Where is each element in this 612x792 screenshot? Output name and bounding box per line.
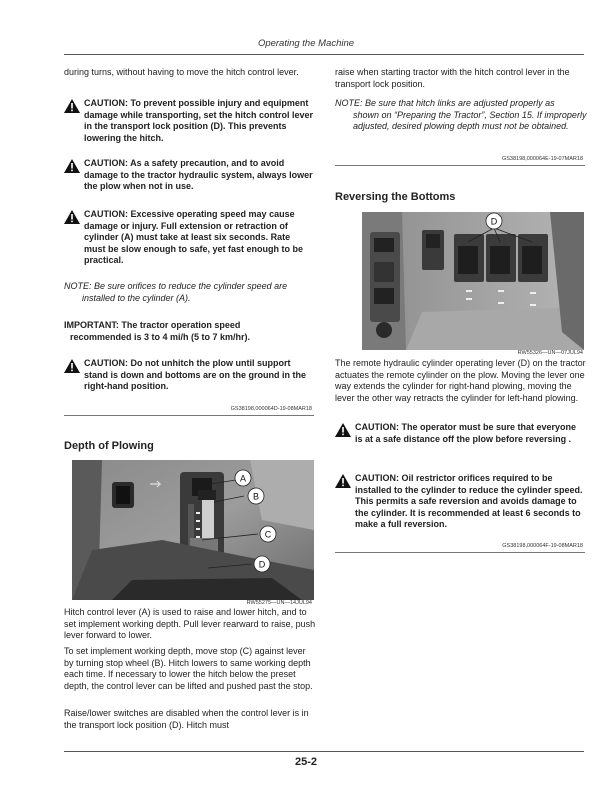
note-orifices [64, 281, 316, 304]
footer-rule [64, 751, 584, 752]
document-code: GS38198,000064E-19-07MAR18 [501, 156, 583, 162]
left-paragraph-continued: during turns, without having to move the hitch control lever. [64, 67, 299, 77]
caution-unhitch [64, 358, 314, 393]
important-lead: IMPORTANT: The tractor operation speed [64, 320, 241, 330]
section-heading-depth: Depth of Plowing [64, 440, 154, 452]
caution-text: CAUTION: To prevent possible injury and equipment damage while transporting, set the hitch control lever in the transport lock position (D). This prevents lowering the hitch. [84, 98, 314, 143]
figure-callout-a: A [239, 473, 247, 484]
figure-code: RW55275—UN—14JUL94 [246, 600, 312, 606]
running-header: Operating the Machine [257, 38, 355, 49]
warning-triangle-icon [64, 99, 80, 113]
hitch-control-illustration [72, 460, 314, 600]
important-rest: recommended is 3 to 4 mi/h (5 to 7 km/hr). [70, 331, 251, 342]
remote-lever-paragraph: The remote hydraulic cylinder operating lever (D) on the tractor actuates the remote cylinder on the plow. Moving the lever one way extends the cylinder for right-hand plowing, moving the lever the other way retracts the cylinder for left-hand plowing. [335, 358, 586, 403]
caution-transport-lock [64, 98, 314, 144]
figure-callout-b: B [252, 491, 260, 502]
caution-text: CAUTION: As a safety precaution, and to avoid damage to the tractor hydraulic system, always lower the plow when not in use. [84, 158, 313, 191]
warning-triangle-icon [64, 359, 80, 373]
caution-safe-distance [335, 422, 585, 445]
remote-lever-illustration [362, 212, 584, 350]
caution-text: CAUTION: Oil restrictor orifices required to be installed to the cylinder to reduce the cylinder speed. This permits a safe reversion and avoids damage to the cylinder. It is recommended at least 6 seconds to make a full reversion. [355, 473, 583, 529]
remote-lever-photo [362, 212, 584, 350]
warning-triangle-icon [335, 474, 351, 488]
caution-hydraulic-system [64, 158, 314, 193]
note-lead: NOTE: Be sure that hitch links are adjusted properly as [335, 98, 555, 108]
warning-triangle-icon [335, 423, 351, 437]
switches-paragraph: Raise/lower switches are disabled when the control lever is in the transport lock position (D). Hitch must [64, 708, 309, 730]
caution-text: CAUTION: Excessive operating speed may cause damage or injury. Full extension or retraction of cylinder (A) must take at least six seconds. Rate must be slow enough to safe, yet fast enough to be practical. [84, 209, 304, 265]
note-hitch-links [335, 98, 587, 133]
warning-triangle-icon [64, 210, 80, 224]
section-rule [335, 165, 585, 166]
warning-triangle-icon [64, 159, 80, 173]
figure-callout-c: C [264, 529, 272, 540]
hitch-control-photo [72, 460, 314, 600]
note-rest: shown on “Preparing the Tractor”, Section 15. If improperly adjusted, desired plowing depth must not be obtained. [353, 109, 587, 131]
figure-code: RW55326—UN—07JUL94 [517, 350, 583, 356]
page-number: 25-2 [294, 756, 318, 768]
right-paragraph-continued: raise when starting tractor with the hitch control lever in the transport lock position. [335, 67, 570, 89]
caution-restrictor-orifices [335, 473, 585, 531]
working-depth-paragraph: To set implement working depth, move stop (C) against lever by turning stop wheel (B). Hitch lowers to same working depth each time. If necessary to lower the hitch below the preset depth, the control lever can be lifted and pushed past the stop. [64, 646, 313, 691]
note-rest: installed to the cylinder (A). [82, 292, 191, 303]
figure-callout-d: D [258, 559, 266, 570]
section-rule [335, 552, 585, 553]
section-rule [64, 415, 314, 416]
caution-text: CAUTION: Do not unhitch the plow until support stand is down and bottoms are on the ground in the right-hand position. [84, 358, 306, 391]
section-heading-reversing: Reversing the Bottoms [335, 191, 456, 203]
document-code: GS38198,000064F-19-08MAR18 [502, 543, 583, 549]
hitch-lever-paragraph: Hitch control lever (A) is used to raise and lower hitch, and to set implement working depth. Pull lever rearward to raise, push lever forward to lower. [64, 607, 316, 640]
caution-operating-speed [64, 209, 314, 267]
important-operation-speed [64, 320, 316, 343]
header-rule [64, 54, 584, 55]
figure-callout-d: D [490, 216, 498, 227]
caution-text: CAUTION: The operator must be sure that everyone is at a safe distance off the plow before reversing . [355, 422, 577, 444]
note-lead: NOTE: Be sure orifices to reduce the cylinder speed are [64, 281, 288, 291]
document-code: GS38198,000064D-19-08MAR18 [230, 406, 312, 412]
